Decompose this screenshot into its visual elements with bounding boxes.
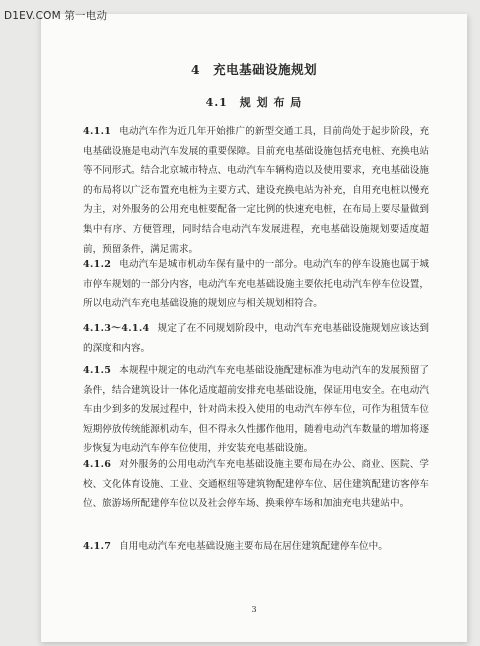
clause-text: 对外服务的公用电动汽车充电基础设施主要布局在办公、商业、医院、学校、文化体育设施、工业、交通枢纽等建筑物配建停车位、居住建筑配建访客停车位、旅游场所配建停车位以及社会停车场、换乘停车场和加油充电共建站中。: [83, 459, 429, 510]
clause-number: 4.1.3～4.1.4: [83, 323, 150, 334]
page-number: 3: [251, 605, 257, 614]
clause-text: 自用电动汽车充电基础设施主要布局在居住建筑配建停车位中。: [119, 541, 388, 552]
clause-number: 4.1.6: [83, 459, 112, 470]
clause-4-1-7: [83, 537, 429, 557]
clause-text: 电动汽车是城市机动车保有量中的一部分。电动汽车的停车设施也属于城市停车规划的一部分内容，电动汽车充电基础设施主要依托电动汽车停车位设置，所以电动汽车充电基础设施的规划应与相关规划相符合。: [83, 259, 429, 310]
site-watermark: D1EV.COM 第一电动: [4, 10, 108, 22]
clause-number: 4.1.7: [83, 541, 112, 552]
clause-4-1-3-to-4-1-4: [83, 319, 429, 358]
document-page: [40, 14, 467, 642]
clause-number: 4.1.2: [83, 259, 112, 270]
clause-text: 电动汽车作为近几年开始推广的新型交通工具，目前尚处于起步阶段，充电基础设施是电动汽车发展的重要保障。目前充电基础设施包括充电桩、充换电站等不同形式。结合北京城市特点、电动汽车车辆构造以及使用要求，充电基础设施的布局将以广泛布置充电桩为主要方式、建设充换电站为补充，自用充电桩以慢充为主，对外服务的公用充电桩要配备一定比例的快速充电桩，在布局上要尽量做到集中有序、方便管理，同时结合电动汽车发展进程，充电基础设施规划要适度超前，预留条件，满足需求。: [83, 126, 429, 255]
clause-4-1-2: [83, 255, 429, 314]
chapter-title: 4 充电基础设施规划: [190, 62, 318, 77]
clause-text: 规定了在不同规划阶段中，电动汽车充电基础设施规划应该达到的深度和内容。: [83, 323, 429, 354]
clause-4-1-1: [83, 122, 429, 259]
clause-number: 4.1.1: [83, 126, 112, 137]
clause-text: 本规程中规定的电动汽车充电基础设施配建标准为电动汽车的发展预留了条件，结合建筑设计一体化适度超前安排充电基础设施，保证用电安全。在电动汽车由少到多的发展过程中，针对尚未投入使用的电动汽车停车位，可作为租赁车位短期停放传统能源机动车，但不得永久性挪作他用，随着电动汽车数量的增加将逐步恢复为电动汽车停车位使用，并安装充电基础设施。: [83, 365, 429, 455]
clause-4-1-5: [83, 361, 429, 459]
clause-4-1-6: [83, 455, 429, 514]
clause-number: 4.1.5: [83, 365, 112, 376]
section-title: 4.1 规 划 布 局: [205, 96, 303, 109]
